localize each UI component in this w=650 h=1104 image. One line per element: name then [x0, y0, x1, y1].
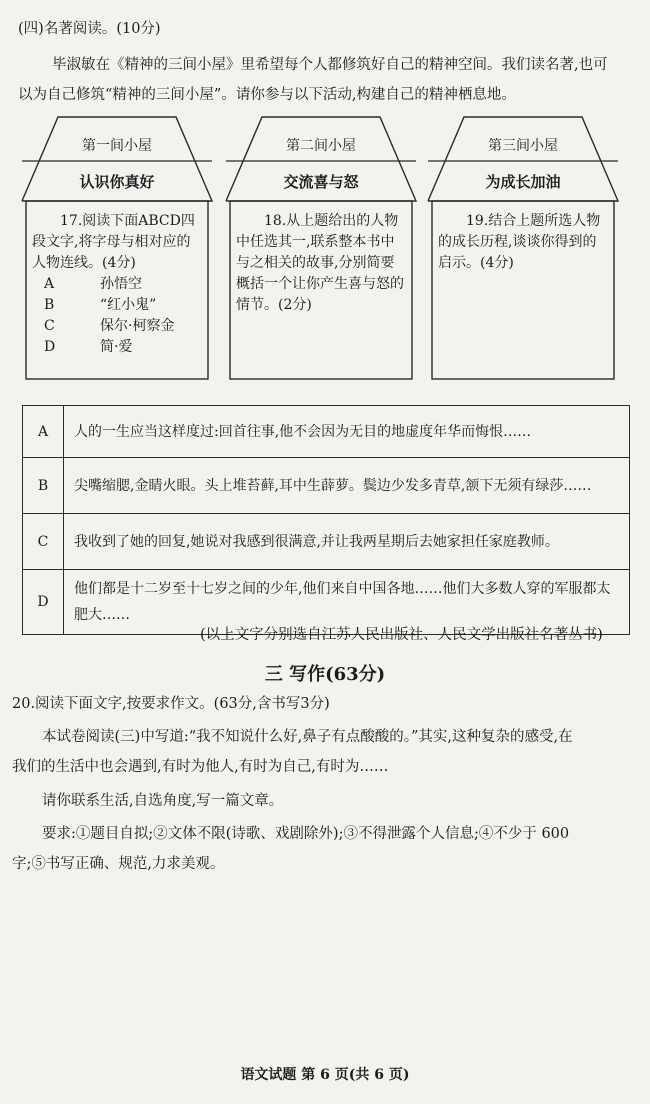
intro-line-1: 毕淑敏在《精神的三间小屋》里希望每个人都修筑好自己的精神空间。我们读名著,也可: [52, 57, 608, 73]
requirements-line-1: 要求:①题目自拟;②文体不限(诗歌、戏剧除外);③不得泄露个人信息;④不少于 600: [42, 826, 570, 842]
option-row: [32, 274, 204, 295]
prompt-line-2: 我们的生活中也会遇到,有时为他人,有时为自己,有时为……: [12, 759, 389, 775]
option-value: “红小鬼”: [100, 297, 157, 313]
writing-section-title: 三 写作(63分): [264, 664, 386, 685]
passage-text: 我收到了她的回复,她说对我感到很满意,并让我两星期后去她家担任家庭教师。: [64, 514, 630, 570]
question-20: 20.阅读下面文字,按要求作文。(63分,含书写3分): [12, 696, 330, 712]
option-value: 简·爱: [100, 339, 133, 355]
prompt-instruction: 请你联系生活,自选角度,写一篇文章。: [42, 793, 284, 809]
source-note: (以上文字分别选自江苏人民出版社、人民文学出版社名著丛书): [200, 627, 603, 643]
house-2: [222, 113, 420, 383]
house-name: 第一间小屋: [82, 138, 152, 154]
question-17: 17.阅读下面ABCD四段文字,将字母与相对应的人物连线。(4分): [32, 213, 195, 271]
intro-line-2: 以为自己修筑“精神的三间小屋”。请你参与以下活动,构建自己的精神栖息地。: [18, 87, 516, 103]
prompt-line-1: 本试卷阅读(三)中写道:“我不知说什么好,鼻子有点酸酸的。”其实,这种复杂的感受,在: [42, 729, 573, 745]
option-row: [32, 337, 204, 358]
option-key: D: [44, 339, 56, 355]
page-footer: 语文试题 第 6 页(共 6 页): [240, 1067, 410, 1083]
option-row: [32, 316, 204, 337]
house-1: [18, 113, 216, 383]
house-theme: 认识你真好: [79, 173, 155, 191]
option-key: C: [44, 318, 55, 334]
option-key: A: [44, 276, 55, 292]
option-value: 孙悟空: [100, 276, 142, 292]
section-title: (四)名著阅读。(10分): [18, 21, 161, 37]
house-name: 第二间小屋: [286, 138, 356, 154]
house-theme: 交流喜与怒: [283, 173, 359, 191]
passage-key: B: [23, 458, 64, 514]
table-row: [23, 514, 630, 570]
requirements-line-2: 字;⑤书写正确、规范,力求美观。: [12, 856, 225, 872]
question-18: 18.从上题给出的人物中任选其一,联系整本书中与之相关的故事,分别简要概括一个让你产生喜与怒的情节。(2分): [236, 213, 404, 313]
passage-key: D: [23, 570, 64, 635]
passage-text: 人的一生应当这样度过:回首往事,他不会因为无目的地虚度年华而悔恨……: [64, 406, 630, 458]
question-19: 19.结合上题所选人物的成长历程,谈谈你得到的启示。(4分): [438, 213, 601, 271]
table-row: [23, 406, 630, 458]
option-value: 保尔·柯察金: [100, 318, 175, 334]
passage-key: C: [23, 514, 64, 570]
passages-table: [22, 405, 630, 635]
passage-key: A: [23, 406, 64, 458]
passage-text: 尖嘴缩腮,金睛火眼。头上堆苔藓,耳中生薜萝。鬓边少发多青草,颔下无须有绿莎……: [64, 458, 630, 514]
option-key: B: [44, 297, 55, 313]
table-row: [23, 458, 630, 514]
house-name: 第三间小屋: [488, 138, 558, 154]
option-row: [32, 295, 204, 316]
house-theme: 为成长加油: [485, 173, 561, 191]
passage-text: 他们都是十二岁至十七岁之间的少年,他们来自中国各地……他们大多数人穿的军服都太肥大……: [64, 570, 630, 635]
house-3: [424, 113, 622, 383]
